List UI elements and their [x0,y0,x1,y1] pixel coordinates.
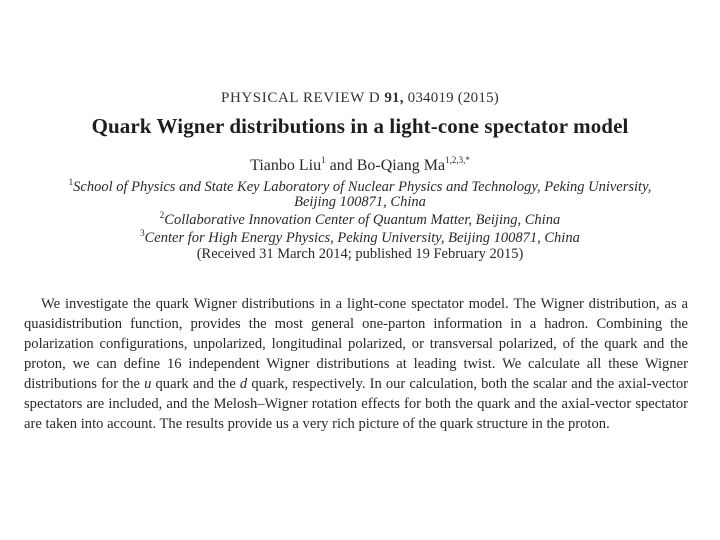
affiliation-marker: 2 [159,210,165,220]
author-name: Tianbo Liu [250,157,322,174]
affiliation-2 [0,210,720,229]
affiliation-text: School of Physics and State Key Laboratory of Nuclear Physics and Technology, Peking University, [73,179,652,195]
affiliation-3 [0,228,720,247]
affiliation-1-continued [0,194,720,211]
affiliation-text: Collaborative Innovation Center of Quantum Matter, Beijing, China [164,212,561,228]
author-affiliation-marker: 1 [321,155,326,165]
abstract-text: quark and the [151,376,240,392]
affiliation-text: Beijing 100871, China [294,194,426,210]
abstract-text: We investigate the quark Wigner distributions in a light-cone spectator model. The Wigner distribution, as a quasidistribution function, provides the most general one-parton information in a hadron. Combining the polarization configurations, unpolarized, longitudinal polarized, or transversal polarized, of the quark and the proton, we can define 16 independent Wigner distributions at leading twist. We calculate all these Wigner distributions for the [24,296,688,392]
journal-volume: 91, [384,90,404,106]
author-conjunction: and [329,157,353,174]
journal-name: PHYSICAL REVIEW D [221,90,381,106]
received-dates: (Received 31 March 2014; published 19 February 2015) [196,246,524,262]
journal-header [0,90,720,107]
affiliation-text: Center for High Energy Physics, Peking University, Beijing 100871, China [144,230,580,246]
author-name: Bo-Qiang Ma [356,157,446,174]
paper-title: Quark Wigner distributions in a light-cone spectator model [91,114,629,138]
affiliation-marker: 1 [68,177,74,187]
quark-symbol-d: d [239,376,248,392]
quark-symbol-u: u [144,376,152,392]
abstract-text: quark, respectively. In our calculation, both the scalar and the axial-vector spectators are included, and the Melosh–Wigner rotation effects for both the quark and the axial-vector spectator are taken into account. The results provide us a very rich picture of the quark structure in the proton. [24,376,688,432]
author-list [0,155,720,175]
journal-article-number: 034019 (2015) [407,90,499,106]
author-affiliation-marker: 1,2,3,* [445,155,470,165]
affiliation-marker: 3 [140,228,145,238]
abstract [24,294,688,434]
